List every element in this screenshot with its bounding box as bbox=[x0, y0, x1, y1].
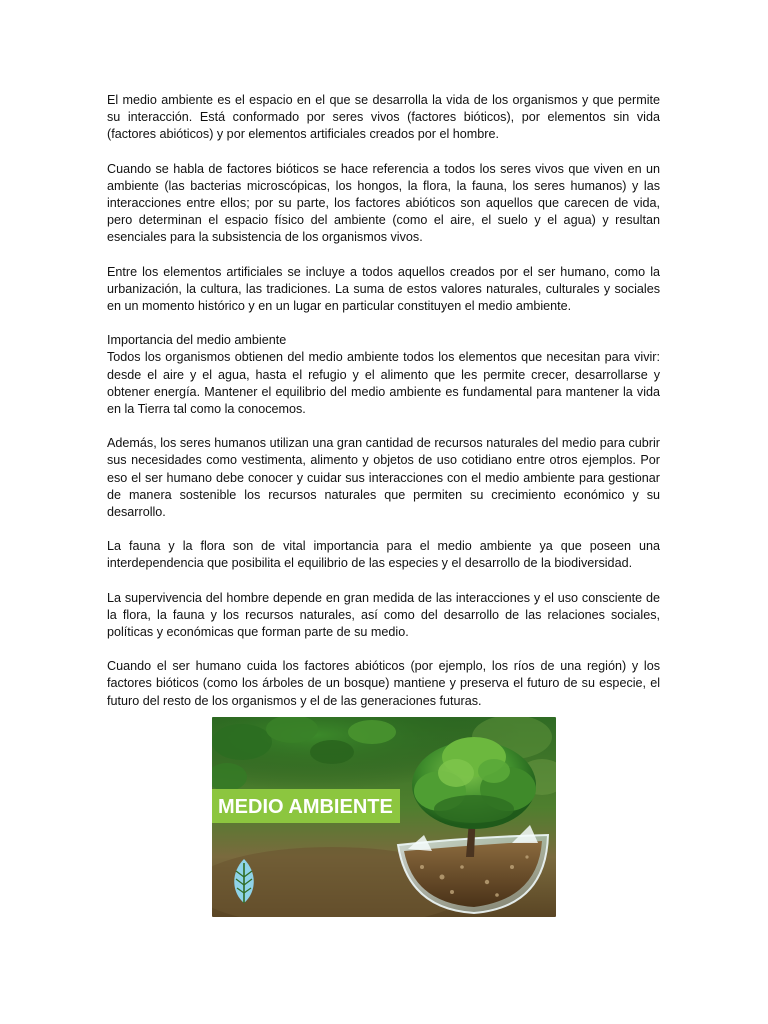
paragraph-supervivencia: La supervivencia del hombre depende en gran medida de las interacciones y el uso consciente de la flora, la fauna y los recursos naturales, así como del desarrollo de las relaciones sociales, políticas y económicas que forman parte de su medio. bbox=[107, 590, 660, 640]
section-heading: Importancia del medio ambiente bbox=[107, 333, 287, 348]
paragraph-cuidado: Cuando el ser humano cuida los factores abióticos (por ejemplo, los ríos de una región) y los factores bióticos (como los árboles de un bosque) mantiene y preserva el futuro de su especie, el futuro del resto de los organismos y el de las generaciones futuras. bbox=[107, 659, 660, 708]
medio-ambiente-illustration bbox=[212, 717, 556, 917]
paragraph-recursos: Además, los seres humanos utilizan una gran cantidad de recursos naturales del medio para cubrir sus necesidades como vestimenta, alimento y objetos de uso cotidiano entre otros ejemplos. Por eso el ser humano debe conocer y cuidar sus interacciones con el medio ambiente para gestionar de manera sostenible los recursos naturales que permiten su crecimiento económico y su desarrollo. bbox=[107, 436, 660, 520]
banner-text: MEDIO AMBIENTE bbox=[218, 796, 393, 818]
medio-ambiente-image bbox=[212, 717, 556, 917]
paragraph-importancia: Todos los organismos obtienen del medio ambiente todos los elementos que necesitan para vivir: desde el aire y el agua, hasta el refugio y el alimento que les permite crecer, desarrollarse y obtener energía. Mantener el equilibrio del medio ambiente es fundamental para mantener la vida en la Tierra tal como la conocemos. bbox=[107, 350, 660, 417]
paragraph-bioticos: Cuando se habla de factores bióticos se hace referencia a todos los seres vivos que viven en un ambiente (las bacterias microscópicas, los hongos, la flora, la fauna, los seres humanos) y las interacciones entre ellos; por su parte, los factores abióticos son aquellos que carecen de vida, pero determinan el espacio físico del ambiente (como el aire, el suelo y el agua) y resultan esenciales para la subsistencia de los organismos vivos. bbox=[107, 161, 660, 245]
paragraph-fauna-flora: La fauna y la flora son de vital importancia para el medio ambiente ya que poseen una interdependencia que posibilita el equilibrio de las especies y el desarrollo de la biodiversidad. bbox=[107, 539, 660, 571]
paragraph-intro: El medio ambiente es el espacio en el que se desarrolla la vida de los organismos y que permite su interacción. Está conformado por seres vivos (factores bióticos), por elementos sin vida (factores abióticos) y por elementos artificiales creados por el hombre. bbox=[107, 93, 660, 142]
paragraph-artificiales: Entre los elementos artificiales se incluye a todos aquellos creados por el ser humano, como la urbanización, la cultura, las tradiciones. La suma de estos valores naturales, culturales y sociales en un momento histórico y en un lugar en particular constituyen el medio ambiente. bbox=[107, 264, 660, 314]
document-body bbox=[107, 92, 660, 710]
